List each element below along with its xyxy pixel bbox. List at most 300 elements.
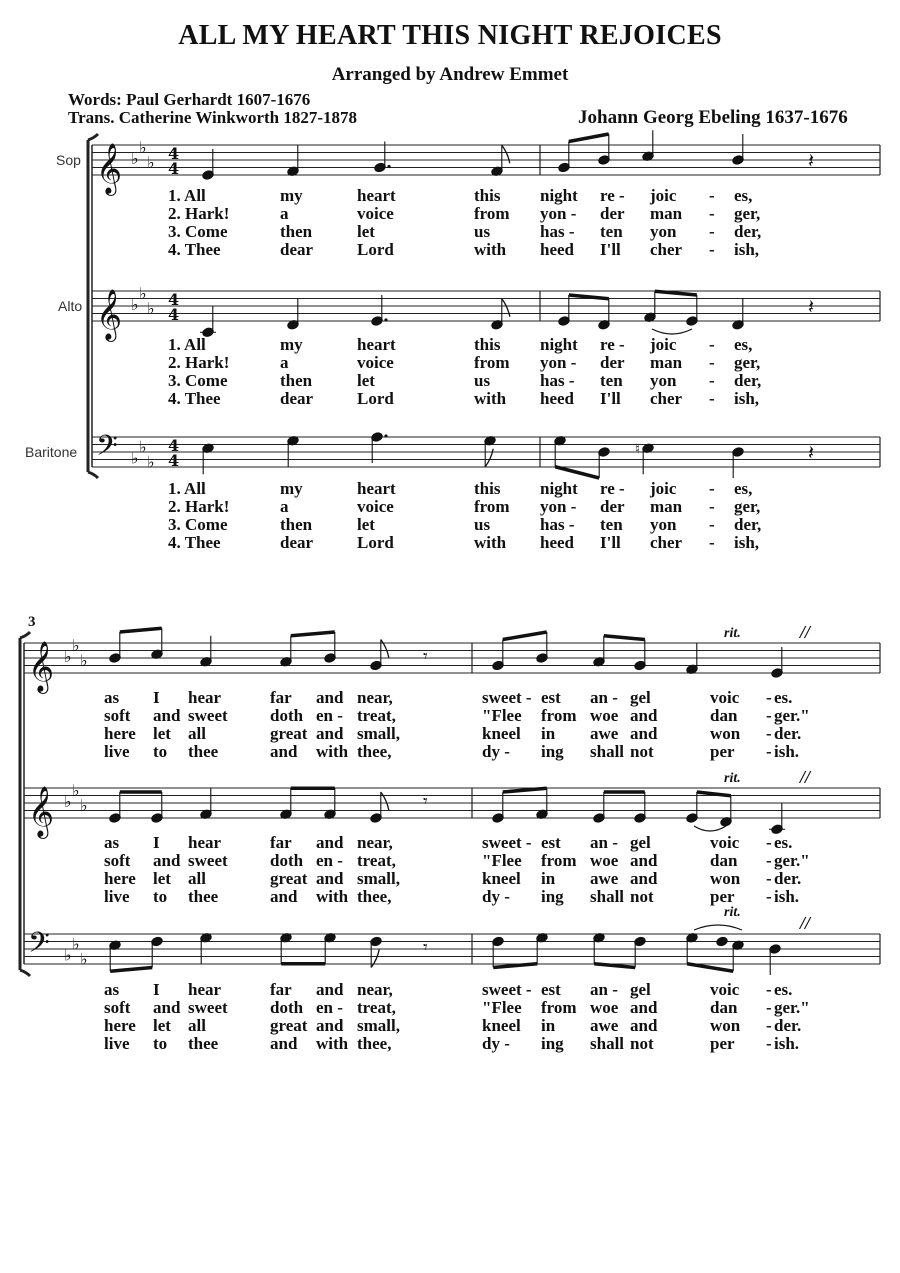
lyric-syllable: let <box>357 371 375 390</box>
lyric-syllable: night <box>540 335 578 354</box>
lyric-syllable: der <box>600 204 625 223</box>
lyric-syllable: from <box>474 353 510 372</box>
lyric-syllable: treat, <box>357 851 396 870</box>
lyric-syllable: sweet - <box>482 688 532 707</box>
quarter-rest-icon: 𝄽 <box>808 440 815 465</box>
lyric-syllable: man <box>650 497 683 516</box>
lyric-syllable: far <box>270 833 292 852</box>
lyric-syllable: yon <box>650 515 677 534</box>
lyric-syllable: and <box>630 869 658 888</box>
lyric-syllable: - <box>766 833 772 852</box>
lyric-syllable: night <box>540 479 578 498</box>
lyric-syllable: shall <box>590 1034 625 1053</box>
lyric-syllable: - <box>709 371 715 390</box>
lyric-syllable: soft <box>104 706 131 725</box>
lyric-syllable: not <box>630 887 654 906</box>
lyric-syllable: my <box>280 479 303 498</box>
lyric-syllable: cher <box>650 533 683 552</box>
lyric-syllable: small, <box>357 1016 400 1035</box>
lyric-syllable: re - <box>600 186 625 205</box>
lyric-syllable: as <box>104 833 120 852</box>
lyric-syllable: let <box>153 869 171 888</box>
lyric-syllable: der, <box>734 515 762 534</box>
lyric-syllable: sweet <box>188 851 228 870</box>
part-label-soprano: Sop <box>56 152 81 168</box>
lyric-syllable: hear <box>188 833 222 852</box>
lyric-syllable: - <box>766 980 772 999</box>
lyric-syllable: voice <box>357 497 394 516</box>
lyric-syllable: near, <box>357 833 393 852</box>
beam <box>555 467 599 478</box>
lyric-syllable: 2. Hark! <box>168 204 230 223</box>
notehead <box>716 936 728 947</box>
lyric-syllable: doth <box>270 851 304 870</box>
lyric-syllable: ten <box>600 371 623 390</box>
lyric-syllable: - <box>766 742 772 761</box>
lyric-syllable: 3. Come <box>168 515 228 534</box>
lyric-syllable: en - <box>316 851 343 870</box>
lyric-syllable: all <box>188 869 206 888</box>
lyric-syllable: joic <box>650 186 677 205</box>
lyric-syllable: let <box>357 222 375 241</box>
lyric-syllable: and <box>316 980 344 999</box>
beam <box>503 788 547 792</box>
lyric-syllable: live <box>104 1034 130 1053</box>
lyric-syllable: thee, <box>357 742 392 761</box>
lyric-syllable: est <box>541 833 561 852</box>
lyric-syllable: and <box>316 688 344 707</box>
lyric-syllable: dy - <box>482 887 510 906</box>
lyric-syllable: here <box>104 869 136 888</box>
lyric-syllable: der. <box>774 724 802 743</box>
lyric-syllable: all <box>188 724 206 743</box>
lyric-syllable: yon - <box>540 497 577 516</box>
lyric-syllable: ing <box>541 1034 564 1053</box>
lyric-syllable: voic <box>710 980 740 999</box>
lyric-syllable: voic <box>710 833 740 852</box>
lyric-syllable: this <box>474 335 501 354</box>
lyric-syllable: small, <box>357 724 400 743</box>
lyric-syllable: dy - <box>482 1034 510 1053</box>
lyric-syllable: with <box>474 240 507 259</box>
lyric-syllable: per <box>710 887 735 906</box>
lyric-syllable: 3. Come <box>168 222 228 241</box>
flat-icon: ♭ <box>72 934 80 954</box>
lyric-syllable: live <box>104 742 130 761</box>
lyric-syllable: dear <box>280 240 314 259</box>
treble-clef-icon: 𝄞 <box>28 641 55 692</box>
lyric-syllable: dear <box>280 389 314 408</box>
time-sig-top: 4 <box>168 290 180 309</box>
lyric-syllable: voic <box>710 688 740 707</box>
lyric-syllable: won <box>710 869 741 888</box>
lyric-syllable: from <box>474 204 510 223</box>
flag <box>371 950 379 968</box>
lyric-syllable: live <box>104 887 130 906</box>
lyric-syllable: sweet - <box>482 833 532 852</box>
lyric-syllable: ger." <box>774 851 810 870</box>
lyric-syllable: 4. Thee <box>168 240 221 259</box>
lyric-syllable: heart <box>357 479 396 498</box>
staff-lines <box>20 134 880 976</box>
lyric-syllable: thee <box>188 887 219 906</box>
lyric-syllable: - <box>766 724 772 743</box>
lyric-syllable: hear <box>188 980 222 999</box>
lyric-syllable: hear <box>188 688 222 707</box>
lyric-syllable: thee, <box>357 1034 392 1053</box>
lyric-syllable: a <box>280 353 289 372</box>
lyric-syllable: ish. <box>774 742 800 761</box>
lyric-syllable: then <box>280 515 313 534</box>
lyric-syllable: - <box>766 1034 772 1053</box>
lyric-syllable: heed <box>540 240 574 259</box>
lyric-syllable: all <box>188 1016 206 1035</box>
lyric-syllable: then <box>280 222 313 241</box>
part-label-baritone: Baritone <box>25 444 78 460</box>
lyric-syllable: an - <box>590 688 618 707</box>
time-sig-top: 4 <box>168 436 180 455</box>
lyric-syllable: yon - <box>540 353 577 372</box>
beam <box>503 632 547 640</box>
lyric-syllable: heed <box>540 533 574 552</box>
lyric-syllable: as <box>104 688 120 707</box>
lyric-syllable: awe <box>590 724 619 743</box>
lyric-syllable: ten <box>600 515 623 534</box>
flat-icon: ♭ <box>80 795 88 815</box>
time-sig-top: 4 <box>168 144 180 163</box>
words-credit: Words: Paul Gerhardt 1607-1676 <box>68 90 311 109</box>
lyric-syllable: and <box>630 724 658 743</box>
flat-icon: ♭ <box>131 448 139 468</box>
lyric-syllable: small, <box>357 869 400 888</box>
lyric-syllable: der. <box>774 869 802 888</box>
lyric-syllable: ger, <box>734 497 761 516</box>
lyric-syllable: 4. Thee <box>168 389 221 408</box>
lyric-syllable: soft <box>104 851 131 870</box>
lyric-syllable: ger, <box>734 204 761 223</box>
eighth-rest-icon: 𝄾 <box>423 936 428 958</box>
lyric-syllable: from <box>474 497 510 516</box>
part-label-alto: Alto <box>58 298 83 314</box>
lyric-syllable: I'll <box>600 389 621 408</box>
lyric-syllable: "Flee <box>482 851 522 870</box>
treble-clef-icon: 𝄞 <box>96 143 123 194</box>
lyric-syllable: with <box>316 1034 349 1053</box>
lyric-syllable: - <box>709 497 715 516</box>
lyric-syllable: der, <box>734 371 762 390</box>
lyric-syllable: per <box>710 742 735 761</box>
caesura-sop: // <box>800 622 811 642</box>
lyric-syllable: heart <box>357 335 396 354</box>
lyric-syllable: not <box>630 1034 654 1053</box>
lyric-syllable: sweet - <box>482 980 532 999</box>
lyric-syllable: and <box>153 998 181 1017</box>
lyric-syllable: yon <box>650 222 677 241</box>
lyric-syllable: has - <box>540 222 575 241</box>
lyric-syllable: "Flee <box>482 706 522 725</box>
lyric-syllable: treat, <box>357 706 396 725</box>
lyric-syllable: ish, <box>734 240 760 259</box>
lyric-syllable: kneel <box>482 724 521 743</box>
flag <box>502 299 510 317</box>
lyric-syllable: treat, <box>357 998 396 1017</box>
time-sig-bottom: 4 <box>168 305 180 324</box>
lyric-syllable: gel <box>630 980 651 999</box>
flat-icon: ♭ <box>80 949 88 969</box>
lyric-syllable: ten <box>600 222 623 241</box>
lyric-syllable: kneel <box>482 1016 521 1035</box>
treble-clef-icon: 𝄞 <box>96 289 123 340</box>
lyric-syllable: re - <box>600 335 625 354</box>
lyric-syllable: and <box>316 1016 344 1035</box>
lyric-syllable: dear <box>280 533 314 552</box>
lyric-syllable: us <box>474 515 491 534</box>
lyric-syllable: won <box>710 1016 741 1035</box>
lyric-syllable: this <box>474 479 501 498</box>
lyric-syllable: dan <box>710 998 738 1017</box>
rit-marking-sop: rit. <box>724 626 741 641</box>
lyric-syllable: great <box>270 724 308 743</box>
flat-icon: ♭ <box>147 452 155 472</box>
lyric-syllable: has - <box>540 371 575 390</box>
lyric-syllable: here <box>104 724 136 743</box>
lyric-syllable: es, <box>734 335 753 354</box>
lyric-syllable: in <box>541 1016 556 1035</box>
lyric-syllable: - <box>709 353 715 372</box>
lyric-syllable: great <box>270 1016 308 1035</box>
beam <box>569 134 609 142</box>
lyric-syllable: es. <box>774 833 793 852</box>
lyric-syllable: voice <box>357 353 394 372</box>
lyric-syllable: ish. <box>774 887 800 906</box>
lyric-syllable: der <box>600 497 625 516</box>
lyric-syllable: and <box>270 1034 298 1053</box>
lyric-syllable: - <box>766 688 772 707</box>
lyric-syllable: - <box>766 998 772 1017</box>
lyric-syllable: an - <box>590 980 618 999</box>
lyric-syllable: my <box>280 335 303 354</box>
caesura-bar: // <box>800 913 811 933</box>
flag <box>502 145 510 163</box>
slur <box>694 826 726 831</box>
lyric-syllable: - <box>709 186 715 205</box>
lyric-syllable: far <box>270 980 292 999</box>
lyric-syllable: ger." <box>774 706 810 725</box>
lyric-syllable: - <box>766 706 772 725</box>
lyric-syllable: 1. All <box>168 479 206 498</box>
lyric-syllable: - <box>709 515 715 534</box>
lyric-syllable: to <box>153 887 168 906</box>
lyric-syllable: 3. Come <box>168 371 228 390</box>
lyric-syllable: en - <box>316 706 343 725</box>
lyric-syllable: dan <box>710 851 738 870</box>
lyric-syllable: - <box>709 533 715 552</box>
lyric-syllable: night <box>540 186 578 205</box>
lyric-syllable: "Flee <box>482 998 522 1017</box>
flat-icon: ♭ <box>64 945 72 965</box>
lyric-syllable: doth <box>270 706 304 725</box>
lyric-syllable: to <box>153 742 168 761</box>
lyric-syllable: - <box>709 389 715 408</box>
flag <box>381 640 389 658</box>
lyric-syllable: est <box>541 688 561 707</box>
lyric-syllable: in <box>541 724 556 743</box>
lyric-syllable: ger." <box>774 998 810 1017</box>
lyric-syllable: heed <box>540 389 574 408</box>
translation-credit: Trans. Catherine Winkworth 1827-1878 <box>68 108 358 127</box>
lyric-syllable: woe <box>590 998 619 1017</box>
lyric-syllable: with <box>316 887 349 906</box>
lyric-syllable: let <box>153 1016 171 1035</box>
lyric-syllable: I <box>153 980 160 999</box>
lyric-syllable: ger, <box>734 353 761 372</box>
lyric-syllable: - <box>766 1016 772 1035</box>
lyric-syllable: woe <box>590 851 619 870</box>
flat-icon: ♭ <box>72 780 80 800</box>
lyric-syllable: ish. <box>774 1034 800 1053</box>
flat-icon: ♭ <box>80 650 88 670</box>
lyric-syllable: re - <box>600 479 625 498</box>
lyric-syllable: gel <box>630 833 651 852</box>
time-sig-bottom: 4 <box>168 159 180 178</box>
lyric-syllable: ish, <box>734 533 760 552</box>
lyric-syllable: woe <box>590 706 619 725</box>
lyric-syllable: and <box>270 887 298 906</box>
lyric-syllable: - <box>766 851 772 870</box>
lyric-syllable: es, <box>734 479 753 498</box>
lyric-syllable: per <box>710 1034 735 1053</box>
flat-icon: ♭ <box>72 635 80 655</box>
flag <box>381 792 389 810</box>
lyric-syllable: this <box>474 186 501 205</box>
dot <box>384 434 387 437</box>
page-title: ALL MY HEART THIS NIGHT REJOICES <box>178 20 722 51</box>
lyric-syllable: near, <box>357 980 393 999</box>
lyric-syllable: us <box>474 371 491 390</box>
lyric-syllable: Lord <box>357 389 394 408</box>
lyric-syllable: - <box>709 222 715 241</box>
lyric-syllable: us <box>474 222 491 241</box>
lyric-syllable: - <box>766 869 772 888</box>
lyric-syllable: not <box>630 742 654 761</box>
lyric-syllable: near, <box>357 688 393 707</box>
flat-icon: ♭ <box>64 792 72 811</box>
flat-icon: ♭ <box>131 149 139 168</box>
lyric-syllable: and <box>153 851 181 870</box>
lyric-syllable: cher <box>650 240 683 259</box>
lyric-syllable: to <box>153 1034 168 1053</box>
lyric-syllable: 1. All <box>168 186 206 205</box>
lyric-syllable: soft <box>104 998 131 1017</box>
flat-icon: ♭ <box>139 137 147 157</box>
lyric-syllable: 2. Hark! <box>168 497 230 516</box>
lyric-syllable: I <box>153 833 160 852</box>
lyric-syllable: man <box>650 204 683 223</box>
lyric-syllable: yon - <box>540 204 577 223</box>
lyric-syllable: as <box>104 980 120 999</box>
lyric-syllable: thee, <box>357 887 392 906</box>
lyric-syllable: and <box>630 1016 658 1035</box>
composer-credit: Johann Georg Ebeling 1637-1676 <box>578 107 848 128</box>
quarter-rest-icon: 𝄽 <box>808 294 815 319</box>
bass-clef-icon: 𝄢 <box>28 926 50 967</box>
lyric-syllable: shall <box>590 887 625 906</box>
lyric-syllable: der, <box>734 222 762 241</box>
eighth-rest-icon: 𝄾 <box>423 790 428 812</box>
lyric-syllable: I'll <box>600 240 621 259</box>
lyric-syllable: with <box>474 533 507 552</box>
lyric-syllable: Lord <box>357 240 394 259</box>
lyric-syllable: - <box>709 204 715 223</box>
flag <box>485 449 493 467</box>
lyric-syllable: and <box>316 833 344 852</box>
beam <box>120 628 162 632</box>
lyric-syllable: ing <box>541 742 564 761</box>
lyric-syllable: let <box>153 724 171 743</box>
quarter-rest-icon: 𝄽 <box>808 148 815 173</box>
beam <box>655 291 697 295</box>
lyric-syllable: 4. Thee <box>168 533 221 552</box>
lyric-syllable: dan <box>710 706 738 725</box>
lyric-syllable: then <box>280 371 313 390</box>
lyric-syllable: from <box>541 998 577 1017</box>
lyric-syllable: and <box>630 851 658 870</box>
lyric-syllable: doth <box>270 998 304 1017</box>
lyric-syllable: shall <box>590 742 625 761</box>
lyric-syllable: awe <box>590 1016 619 1035</box>
eighth-rest-icon: 𝄾 <box>423 645 428 667</box>
lyric-syllable: Lord <box>357 533 394 552</box>
lyric-syllable: der <box>600 353 625 372</box>
lyric-syllable: der. <box>774 1016 802 1035</box>
lyric-syllable: es. <box>774 688 793 707</box>
lyric-syllable: heart <box>357 186 396 205</box>
flat-icon: ♭ <box>147 298 155 318</box>
lyric-syllable: and <box>270 742 298 761</box>
lyric-syllable: - <box>709 479 715 498</box>
flat-icon: ♭ <box>139 283 147 303</box>
lyric-syllable: es, <box>734 186 753 205</box>
lyric-syllable: and <box>630 998 658 1017</box>
lyric-syllable: awe <box>590 869 619 888</box>
lyric-syllable: - <box>709 335 715 354</box>
lyric-syllable: and <box>316 869 344 888</box>
dot <box>384 318 387 321</box>
measure-number: 3 <box>28 614 36 630</box>
slur <box>652 329 692 334</box>
lyric-syllable: sweet <box>188 998 228 1017</box>
lyric-syllable: an - <box>590 833 618 852</box>
lyric-syllable: I'll <box>600 533 621 552</box>
flat-icon: ♭ <box>139 437 147 457</box>
treble-clef-icon: 𝄞 <box>28 786 55 837</box>
lyric-syllable: - <box>766 887 772 906</box>
flat-icon: ♭ <box>64 647 72 666</box>
time-sig-bottom: 4 <box>168 451 180 470</box>
lyric-syllable: man <box>650 353 683 372</box>
flat-icon: ♭ <box>147 152 155 172</box>
lyric-syllable: and <box>153 706 181 725</box>
lyric-syllable: sweet <box>188 706 228 725</box>
beam <box>687 964 733 972</box>
natural-icon: ♮ <box>635 441 641 458</box>
lyric-syllable: ing <box>541 887 564 906</box>
flat-icon: ♭ <box>131 295 139 314</box>
lyric-syllable: has - <box>540 515 575 534</box>
beam <box>291 632 335 636</box>
lyric-syllable: 2. Hark! <box>168 353 230 372</box>
lyric-syllable: thee <box>188 742 219 761</box>
